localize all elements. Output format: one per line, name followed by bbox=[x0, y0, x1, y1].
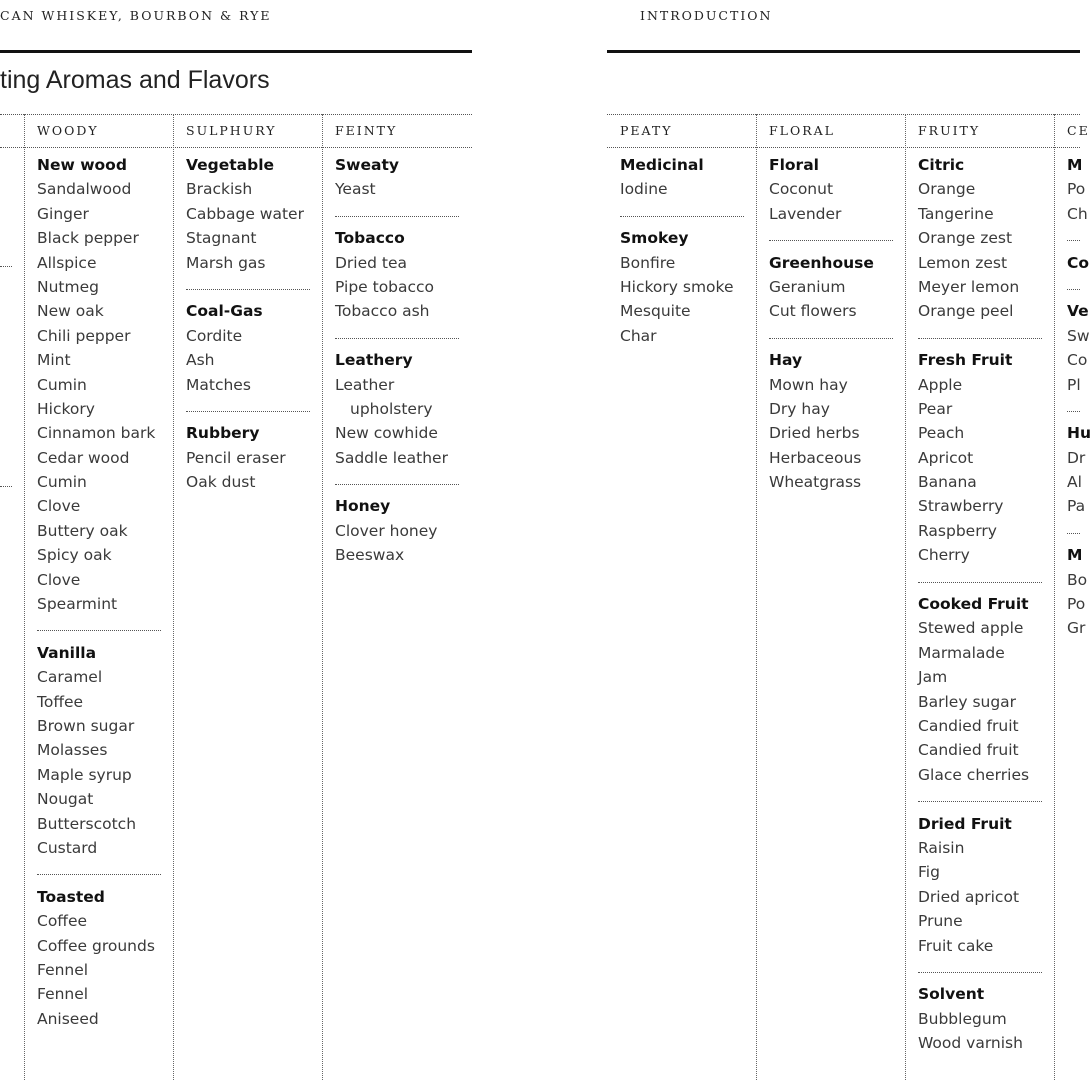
flavor-group-title: M bbox=[1067, 546, 1083, 565]
flavor-item: Lavender bbox=[769, 204, 842, 223]
flavor-item: Candied fruit bbox=[918, 741, 1019, 760]
column-header-sulphury: SULPHURY bbox=[186, 123, 277, 138]
flavor-item: Oak dust bbox=[186, 473, 256, 492]
group-separator bbox=[186, 397, 310, 421]
flavor-item: Allspice bbox=[37, 253, 97, 272]
column-divider bbox=[322, 114, 323, 1080]
column-cereal bbox=[1067, 153, 1091, 1080]
flavor-item: Buttery oak bbox=[37, 521, 128, 540]
group-separator bbox=[1067, 397, 1080, 421]
flavor-item: Po bbox=[1067, 595, 1086, 614]
flavor-item: Herbaceous bbox=[769, 448, 862, 467]
flavor-group-title: Tobacco bbox=[335, 229, 405, 248]
flavor-item: Marmalade bbox=[918, 643, 1005, 662]
flavor-item: Cedar wood bbox=[37, 448, 130, 467]
flavor-item: Pear bbox=[918, 399, 953, 418]
flavor-item: Banana bbox=[918, 473, 977, 492]
flavor-group-title: Cooked Fruit bbox=[918, 595, 1029, 614]
flavor-item: Peach bbox=[918, 424, 965, 443]
flavor-item: Chili pepper bbox=[37, 326, 131, 345]
column-sulphury bbox=[186, 153, 310, 1080]
flavor-item: Cumin bbox=[37, 375, 87, 394]
flavor-group-title: Dried Fruit bbox=[918, 814, 1012, 833]
flavor-item: Stewed apple bbox=[918, 619, 1024, 638]
flavor-item: Wheatgrass bbox=[769, 473, 862, 492]
flavor-item: Saddle leather bbox=[335, 448, 448, 467]
flavor-item: Cordite bbox=[186, 326, 243, 345]
flavor-group-title: Hay bbox=[769, 351, 803, 370]
group-separator bbox=[918, 568, 1042, 592]
flavor-item: Cinnamon bark bbox=[37, 424, 156, 443]
flavor-item: Coconut bbox=[769, 180, 834, 199]
flavor-item: Glace cherries bbox=[918, 765, 1030, 784]
group-separator bbox=[620, 202, 744, 226]
flavor-item: Leather bbox=[335, 375, 395, 394]
flavor-item: Ash bbox=[186, 351, 215, 370]
column-divider bbox=[1054, 114, 1055, 1080]
flavor-item: Gr bbox=[1067, 619, 1086, 638]
column-header-cereal: CE bbox=[1067, 123, 1090, 138]
flavor-group-title: Toasted bbox=[37, 887, 105, 906]
flavor-group-title: M bbox=[1067, 156, 1083, 174]
column-peaty bbox=[620, 153, 744, 1080]
column-header-peaty: PEATY bbox=[620, 123, 673, 138]
column-header-floral: FLORAL bbox=[769, 123, 835, 138]
flavor-item: Fennel bbox=[37, 985, 89, 1004]
flavor-group-title: Ve bbox=[1067, 302, 1089, 321]
flavor-item: Matches bbox=[186, 375, 251, 394]
flavor-group-title: Greenhouse bbox=[769, 253, 874, 272]
group-separator bbox=[769, 324, 893, 348]
flavor-item: Mown hay bbox=[769, 375, 848, 394]
flavor-item: Clove bbox=[37, 497, 81, 516]
flavor-group-title: Sweaty bbox=[335, 156, 399, 174]
flavor-item: Clove bbox=[37, 570, 81, 589]
flavor-group-title: Vanilla bbox=[37, 643, 97, 662]
flavor-item: Meyer lemon bbox=[918, 277, 1020, 296]
flavor-group-title: Hu bbox=[1067, 424, 1091, 443]
flavor-item: Butterscotch bbox=[37, 814, 137, 833]
flavor-item: Brown sugar bbox=[37, 716, 135, 735]
flavor-item: Orange peel bbox=[918, 302, 1014, 321]
flavor-item: Candied fruit bbox=[918, 716, 1019, 735]
flavor-item: Apple bbox=[918, 375, 963, 394]
section-title: ting Aromas and Flavors bbox=[0, 66, 270, 94]
left-header-rule bbox=[0, 50, 472, 53]
flavor-item: Lemon zest bbox=[918, 253, 1008, 272]
flavor-item: Yeast bbox=[335, 180, 376, 199]
flavor-item: Nougat bbox=[37, 790, 94, 809]
column-header-fruity: FRUITY bbox=[918, 123, 981, 138]
column-woody bbox=[37, 153, 161, 1080]
flavor-item: Black pepper bbox=[37, 229, 139, 248]
flavor-item: Cumin bbox=[37, 473, 87, 492]
partial-separator bbox=[0, 266, 12, 267]
flavor-item: Wood varnish bbox=[918, 1034, 1023, 1053]
column-feinty bbox=[335, 153, 459, 1080]
flavor-item: Cherry bbox=[918, 546, 970, 565]
flavor-item: Tobacco ash bbox=[335, 302, 430, 321]
group-separator bbox=[1067, 519, 1080, 543]
flavor-item: Maple syrup bbox=[37, 765, 132, 784]
flavor-item: Dried tea bbox=[335, 253, 408, 272]
group-separator bbox=[37, 616, 161, 640]
left-table-top-rule bbox=[0, 114, 472, 115]
flavor-item: Coffee grounds bbox=[37, 936, 155, 955]
flavor-item: Aniseed bbox=[37, 1009, 99, 1028]
group-separator bbox=[335, 202, 459, 226]
flavor-item: Char bbox=[620, 326, 657, 345]
flavor-item: Pipe tobacco bbox=[335, 277, 435, 296]
column-divider bbox=[24, 114, 25, 1080]
flavor-item: upholstery bbox=[350, 399, 433, 418]
flavor-group-title: Co bbox=[1067, 253, 1090, 272]
group-separator bbox=[37, 860, 161, 884]
flavor-item: Ginger bbox=[37, 204, 89, 223]
flavor-item: Mint bbox=[37, 351, 71, 370]
group-separator bbox=[918, 324, 1042, 348]
flavor-item: Dried herbs bbox=[769, 424, 860, 443]
group-separator bbox=[769, 226, 893, 250]
column-fruity bbox=[918, 153, 1042, 1080]
flavor-group-title: Rubbery bbox=[186, 424, 260, 443]
flavor-item: Sandalwood bbox=[37, 180, 132, 199]
flavor-group-title: Floral bbox=[769, 156, 819, 174]
flavor-group-title: Smokey bbox=[620, 229, 689, 248]
flavor-item: Prune bbox=[918, 912, 963, 931]
flavor-item: Beeswax bbox=[335, 546, 405, 565]
column-header-woody: WOODY bbox=[37, 123, 99, 138]
flavor-item: Orange bbox=[918, 180, 976, 199]
flavor-item: Custard bbox=[37, 838, 98, 857]
flavor-item: Spearmint bbox=[37, 595, 118, 614]
flavor-item: Hickory bbox=[37, 399, 95, 418]
flavor-item: Apricot bbox=[918, 448, 974, 467]
flavor-group-title: Solvent bbox=[918, 985, 985, 1004]
flavor-item: Hickory smoke bbox=[620, 277, 734, 296]
right-table-top-rule bbox=[607, 114, 1080, 115]
flavor-item: Cabbage water bbox=[186, 204, 304, 223]
flavor-item: Dried apricot bbox=[918, 887, 1020, 906]
right-header-rule bbox=[607, 50, 1080, 53]
flavor-item: New cowhide bbox=[335, 424, 438, 443]
column-divider bbox=[905, 114, 906, 1080]
flavor-group-title: Vegetable bbox=[186, 156, 275, 174]
column-divider bbox=[173, 114, 174, 1080]
column-floral bbox=[769, 153, 893, 1080]
group-separator bbox=[918, 787, 1042, 811]
column-header-feinty: FEINTY bbox=[335, 123, 398, 138]
flavor-item: Cut flowers bbox=[769, 302, 857, 321]
flavor-item: Geranium bbox=[769, 277, 846, 296]
flavor-item: Mesquite bbox=[620, 302, 691, 321]
right-header-bottom-rule bbox=[607, 147, 1080, 148]
column-divider bbox=[756, 114, 757, 1080]
group-separator bbox=[186, 275, 310, 299]
flavor-item: Po bbox=[1067, 180, 1086, 199]
flavor-item: Bonfire bbox=[620, 253, 676, 272]
left-running-head: CAN WHISKEY, BOURBON & RYE bbox=[0, 8, 272, 23]
flavor-item: Bubblegum bbox=[918, 1009, 1007, 1028]
flavor-item: Pl bbox=[1067, 375, 1081, 394]
partial-separator bbox=[0, 486, 12, 487]
left-header-bottom-rule bbox=[0, 147, 472, 148]
flavor-item: Pencil eraser bbox=[186, 448, 286, 467]
flavor-item: Co bbox=[1067, 351, 1088, 370]
flavor-item: Spicy oak bbox=[37, 546, 112, 565]
flavor-item: Clover honey bbox=[335, 521, 438, 540]
group-separator bbox=[335, 324, 459, 348]
flavor-item: Raisin bbox=[918, 838, 965, 857]
flavor-item: Iodine bbox=[620, 180, 668, 199]
flavor-group-title: New wood bbox=[37, 156, 127, 174]
flavor-item: Jam bbox=[918, 668, 948, 687]
flavor-item: Stagnant bbox=[186, 229, 257, 248]
flavor-item: Strawberry bbox=[918, 497, 1004, 516]
flavor-item: Toffee bbox=[37, 692, 84, 711]
flavor-item: Fruit cake bbox=[918, 936, 994, 955]
flavor-group-title: Coal-Gas bbox=[186, 302, 263, 321]
flavor-item: Raspberry bbox=[918, 521, 997, 540]
flavor-item: Fennel bbox=[37, 960, 89, 979]
flavor-item: Al bbox=[1067, 473, 1082, 492]
flavor-item: Caramel bbox=[37, 668, 103, 687]
flavor-item: Molasses bbox=[37, 741, 108, 760]
flavor-item: Pa bbox=[1067, 497, 1086, 516]
flavor-group-title: Leathery bbox=[335, 351, 413, 370]
group-separator bbox=[335, 470, 459, 494]
flavor-item: Fig bbox=[918, 863, 940, 882]
flavor-item: Dry hay bbox=[769, 399, 830, 418]
group-separator bbox=[1067, 275, 1080, 299]
group-separator bbox=[1067, 226, 1080, 250]
flavor-group-title: Honey bbox=[335, 497, 391, 516]
flavor-item: New oak bbox=[37, 302, 104, 321]
flavor-item: Dr bbox=[1067, 448, 1086, 467]
right-running-head: INTRODUCTION bbox=[640, 8, 773, 23]
flavor-item: Sw bbox=[1067, 326, 1090, 345]
flavor-item: Orange zest bbox=[918, 229, 1013, 248]
flavor-item: Nutmeg bbox=[37, 277, 99, 296]
flavor-item: Barley sugar bbox=[918, 692, 1017, 711]
flavor-item: Ch bbox=[1067, 204, 1088, 223]
group-separator bbox=[918, 958, 1042, 982]
flavor-item: Tangerine bbox=[918, 204, 994, 223]
flavor-item: Bo bbox=[1067, 570, 1088, 589]
flavor-group-title: Medicinal bbox=[620, 156, 704, 174]
flavor-item: Coffee bbox=[37, 912, 88, 931]
flavor-group-title: Citric bbox=[918, 156, 965, 174]
flavor-item: Marsh gas bbox=[186, 253, 266, 272]
flavor-group-title: Fresh Fruit bbox=[918, 351, 1013, 370]
flavor-item: Brackish bbox=[186, 180, 253, 199]
